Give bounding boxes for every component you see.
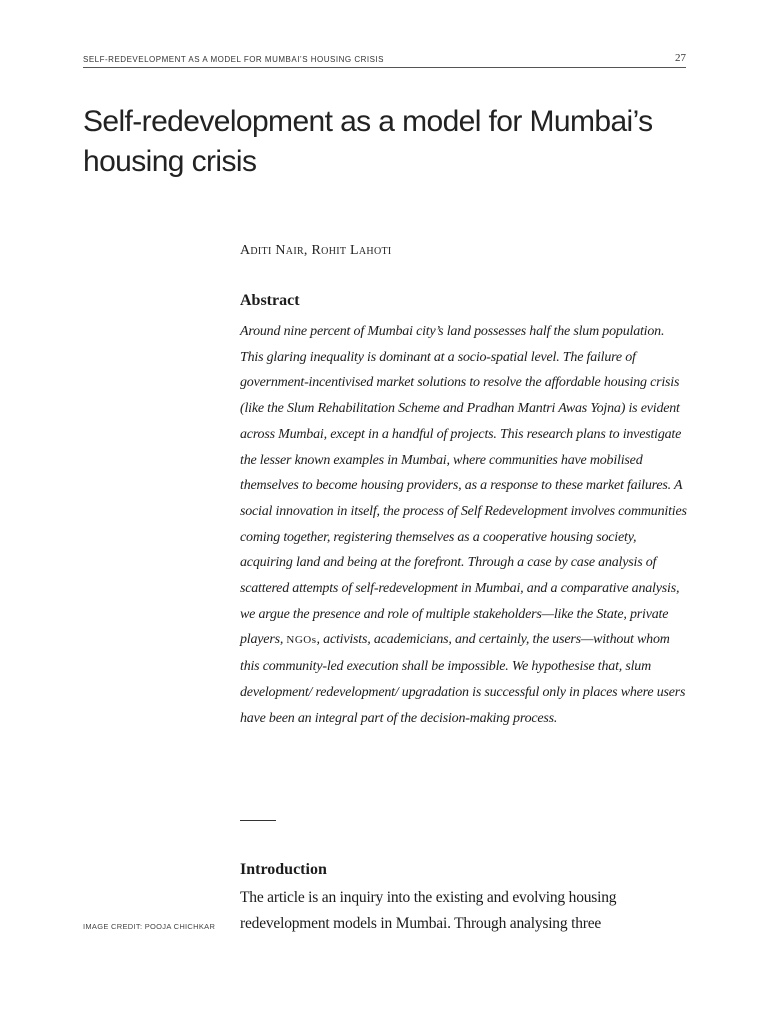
abstract-text-part-2: , activists, academicians, and certainly, the users—without whom this community-led execution shall be impossible. We hypothesise that, slum development/ redevelopment/ upgradation is successful only in places where users have been an integral part of the decision-making process. (240, 632, 686, 726)
article-authors: Aditi Nair, Rohit Lahoti (240, 243, 392, 258)
header-divider (83, 67, 686, 68)
introduction-heading: Introduction (240, 861, 327, 878)
article-title: Self-redevelopment as a model for Mumbai’s housing crisis (83, 105, 653, 178)
running-header-title: SELF-REDEVELOPMENT AS A MODEL FOR MUMBAI’S HOUSING CRISIS (83, 55, 384, 64)
image-credit: IMAGE CREDIT: POOJA CHICHKAR (83, 922, 216, 931)
introduction-body: The article is an inquiry into the existing and evolving housing redevelopment models in Mumbai. Through analysing three (240, 889, 617, 932)
abstract-body (240, 319, 690, 731)
abstract-text-part-1: Around nine percent of Mumbai city’s land possesses half the slum population. This glaring inequality is dominant at a socio-spatial level. The failure of government-incentivised market solutions to resolve the affordable housing crisis (like the Slum Rehabilitation Scheme and Pradhan Mantri Awas Yojna) is evident across Mumbai, except in a handful of projects. This research plans to investigate the lesser known examples in Mumbai, where communities have mobilised themselves to become housing providers, as a response to these market failures. A social innovation in itself, the process of Self Redevelopment involves communities coming together, registering themselves as a cooperative housing society, acquiring land and being at the forefront. Through a case by case analysis of scattered attempts of self-redevelopment in Mumbai, and a comparative analysis, we argue the presence and role of multiple stakeholders—like the State, private players, (240, 324, 687, 648)
abstract-ngo-term: NGOs (286, 634, 317, 647)
abstract-heading: Abstract (240, 292, 300, 309)
page-number: 27 (675, 52, 686, 64)
section-divider (240, 820, 276, 821)
